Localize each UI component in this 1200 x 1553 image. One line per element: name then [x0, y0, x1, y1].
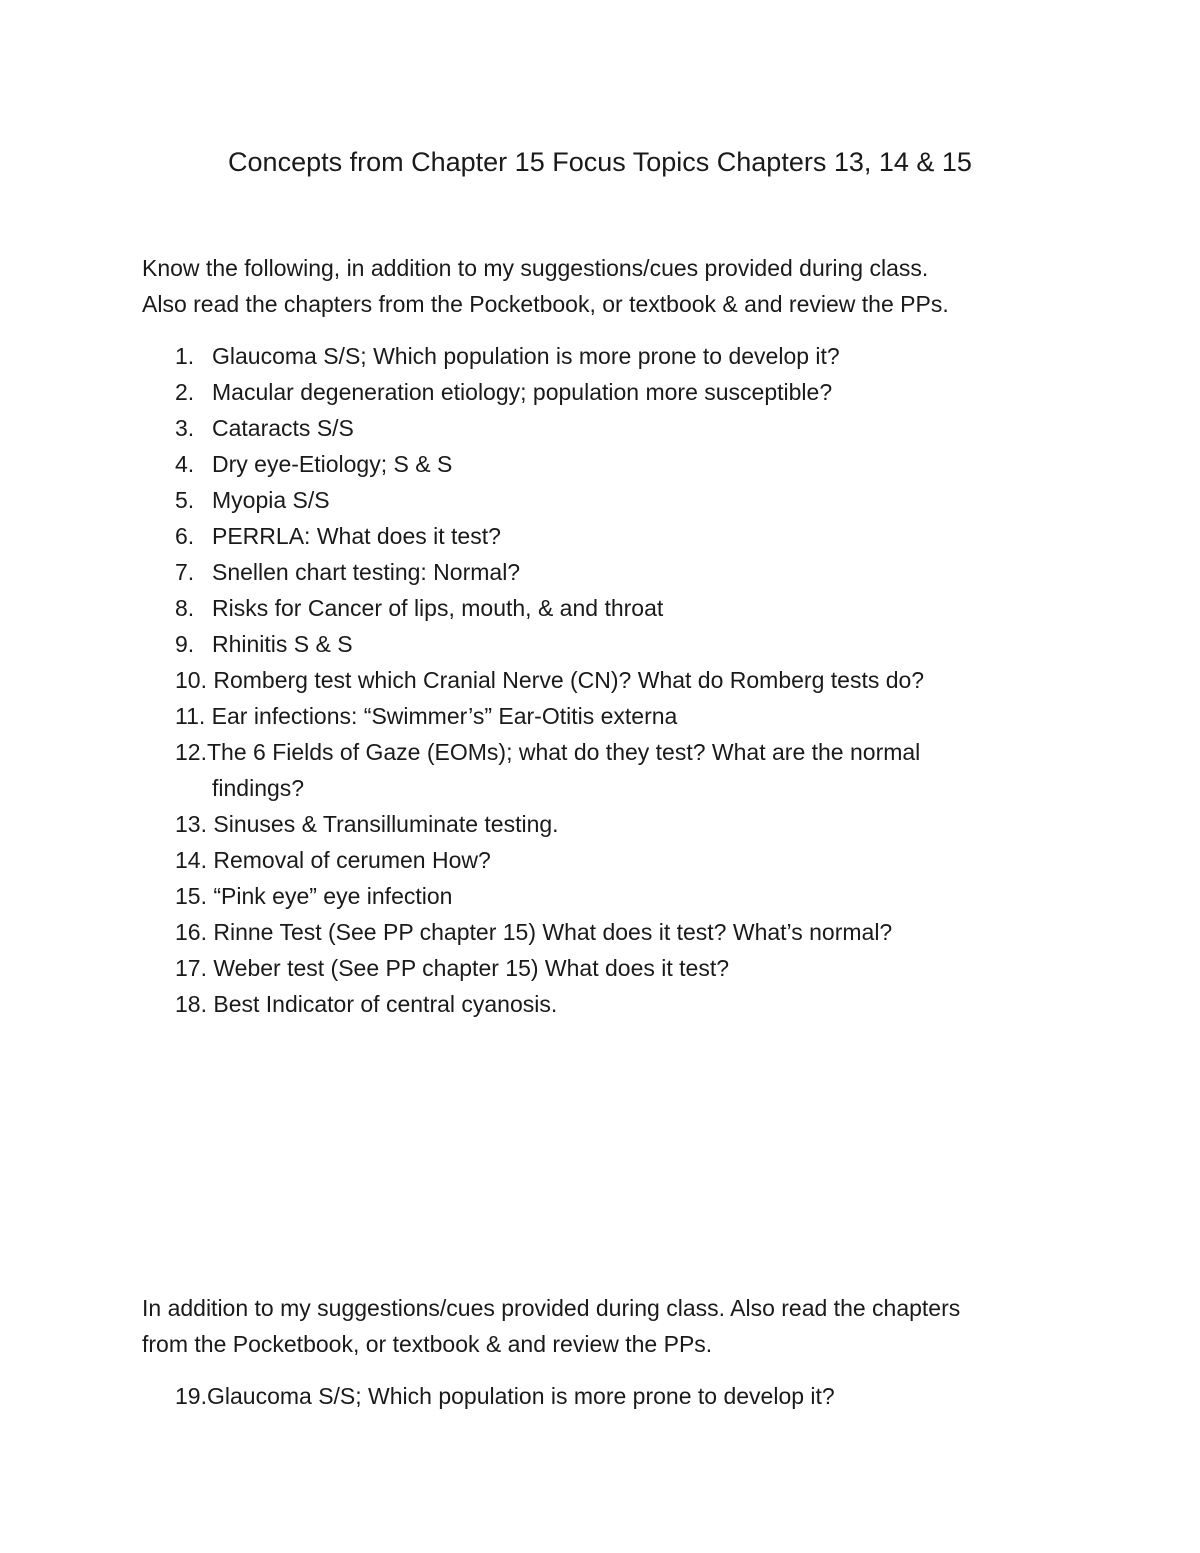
outro-line-2: from the Pocketbook, or textbook & and review the PPs.	[142, 1331, 713, 1357]
list-item: 7. Snellen chart testing: Normal?	[175, 559, 521, 585]
list-item: 11. Ear infections: “Swimmer’s” Ear-Otitis externa	[175, 703, 678, 729]
list-item: 9. Rhinitis S & S	[175, 631, 353, 657]
list-item: 6. PERRLA: What does it test?	[175, 523, 501, 549]
topics-list	[175, 338, 1055, 1022]
list-item: 14. Removal of cerumen How?	[175, 847, 491, 873]
intro-line-2: Also read the chapters from the Pocketbook, or textbook & and review the PPs.	[142, 291, 949, 317]
list-item: 15. “Pink eye” eye infection	[175, 883, 453, 909]
list-item: 5. Myopia S/S	[175, 487, 330, 513]
list-item: 18. Best Indicator of central cyanosis.	[175, 991, 558, 1017]
list-item: 12.The 6 Fields of Gaze (EOMs); what do they test? What are the normal findings?	[175, 739, 921, 801]
intro-paragraph	[142, 250, 1062, 322]
list-item: 13. Sinuses & Transilluminate testing.	[175, 811, 559, 837]
list-item: 8. Risks for Cancer of lips, mouth, & and throat	[175, 595, 664, 621]
list-item: 10. Romberg test which Cranial Nerve (CN)? What do Romberg tests do?	[175, 667, 925, 693]
page-title: Concepts from Chapter 15 Focus Topics Chapters 13, 14 & 15	[228, 147, 972, 177]
outro-paragraph	[142, 1290, 1062, 1362]
list-item: 1. Glaucoma S/S; Which population is more prone to develop it?	[175, 343, 840, 369]
list-item: 4. Dry eye-Etiology; S & S	[175, 451, 453, 477]
list-item: 17. Weber test (See PP chapter 15) What does it test?	[175, 955, 730, 981]
list-item: 16. Rinne Test (See PP chapter 15) What does it test? What’s normal?	[175, 919, 893, 945]
outro-line-1: In addition to my suggestions/cues provided during class. Also read the chapters	[142, 1295, 961, 1321]
list-item: 19.Glaucoma S/S; Which population is more prone to develop it?	[175, 1383, 835, 1409]
intro-line-1: Know the following, in addition to my suggestions/cues provided during class.	[142, 255, 929, 281]
topics-list-continued	[175, 1378, 835, 1414]
list-item: 3. Cataracts S/S	[175, 415, 354, 441]
list-item: 2. Macular degeneration etiology; population more susceptible?	[175, 379, 833, 405]
